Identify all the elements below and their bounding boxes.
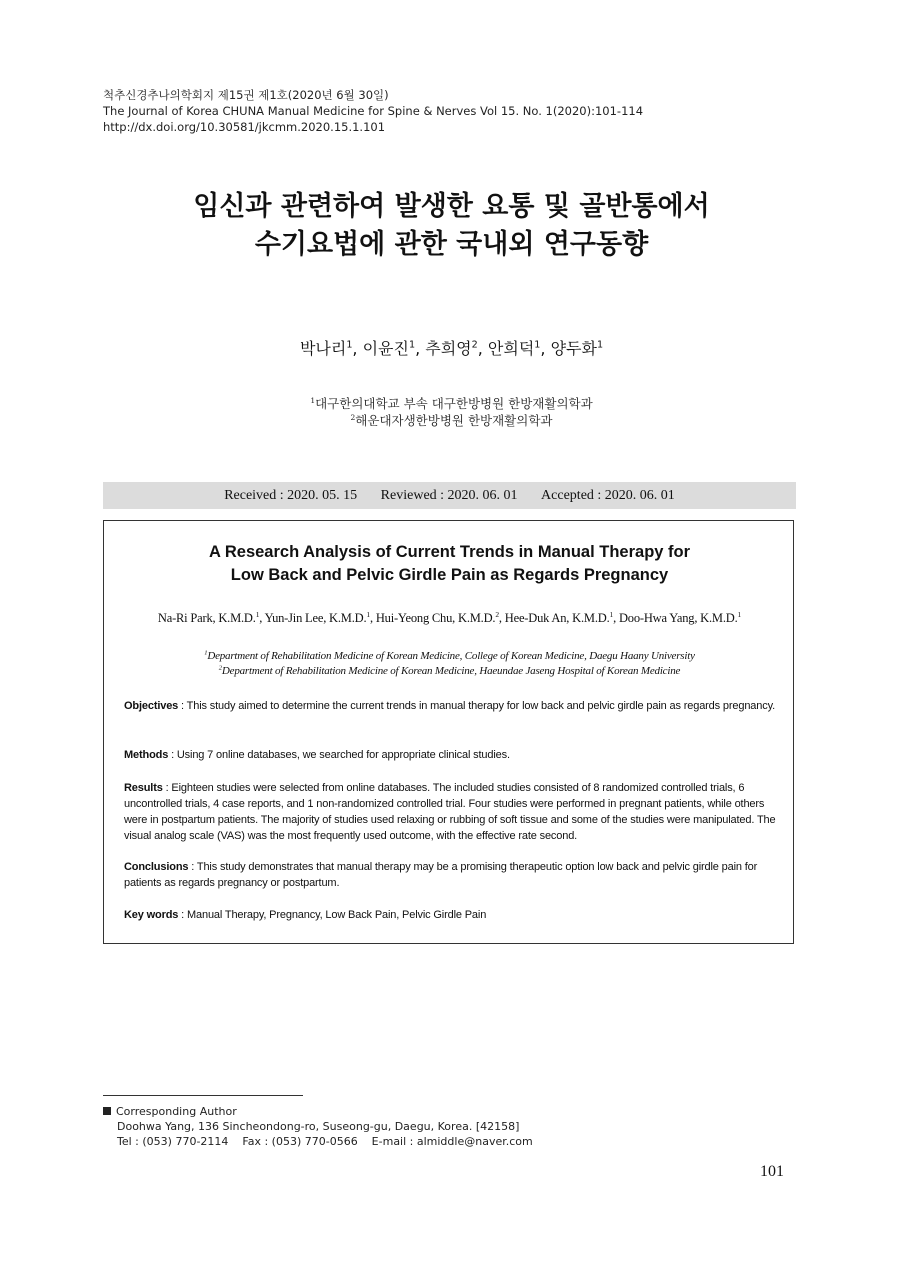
received-date: Received : 2020. 05. 15 <box>224 488 358 503</box>
abstract-box <box>103 520 794 944</box>
korean-title <box>0 188 903 264</box>
english-title-line1: A Research Analysis of Current Trends in Manual Therapy for <box>208 543 691 561</box>
english-affiliation: $^2$Department of Rehabilitation Medicine of Korean Medicine, Haeundae Jaseng Hospital of Korean Medicine <box>218 664 681 677</box>
abstract-objectives <box>124 698 776 714</box>
english-author: Yun-Jin Lee, K.M.D.$^1$ <box>264 609 370 625</box>
korean-affiliations <box>0 395 903 429</box>
english-title <box>104 541 795 587</box>
journal-header-korean: 척추신경추나의학회지 제15권 제1호(2020년 6월 30일) <box>103 88 389 102</box>
english-authors: Na-Ri Park, K.M.D.$^1$, Yun-Jin Lee, K.M.D.$^1$, Hui-Yeong Chu, K.M.D.$^2$, Hee-Duk An, K.M.D.$^1$, Doo-Hwa Yang, K.M.D.$^1$ <box>157 609 742 625</box>
korean-author: 안희덕$^1$ <box>487 339 541 358</box>
abstract-conclusions <box>124 859 776 891</box>
methods-label: Methods <box>124 749 169 761</box>
accepted-date: Accepted : 2020. 06. 01 <box>541 488 675 503</box>
english-author: Hee-Duk An, K.M.D.$^1$ <box>504 609 614 625</box>
abstract-results <box>124 780 776 844</box>
korean-title-line2: 수기요법에 관한 국내외 연구동향 <box>254 229 649 260</box>
keywords-text: : Manual Therapy, Pregnancy, Low Back Pain, Pelvic Girdle Pain <box>178 909 487 921</box>
korean-title-line1: 임신과 관련하여 발생한 요통 및 골반통에서 <box>193 191 710 222</box>
footnote-label: Corresponding Author <box>116 1105 237 1118</box>
keywords-label: Key words <box>124 909 179 921</box>
journal-header-english: The Journal of Korea CHUNA Manual Medicine for Spine & Nerves Vol 15. No. 1(2020):101-114 <box>103 104 644 118</box>
korean-author: 박나리$^1$ <box>299 339 353 358</box>
objectives-label: Objectives <box>124 700 179 712</box>
korean-authors: 박나리$^1$, 이윤진$^1$, 추희영$^2$, 안희덕$^1$, 양두화$^1$ <box>299 339 604 358</box>
journal-header <box>103 87 643 135</box>
square-bullet-icon <box>103 1107 111 1115</box>
korean-affiliation: $^1$대구한의대학교 부속 대구한방병원 한방재활의학과 <box>310 395 593 411</box>
abstract-methods <box>124 747 776 763</box>
footnote-contact: Tel : (053) 770-2114 Fax : (053) 770-0566 E-mail : almiddle@naver.com <box>117 1135 533 1148</box>
korean-author: 추희영$^2$ <box>425 339 478 358</box>
korean-author: 양두화$^1$ <box>550 339 604 358</box>
page-number: 101 <box>760 1163 784 1180</box>
methods-text: : Using 7 online databases, we searched for appropriate clinical studies. <box>168 749 510 761</box>
english-affiliation: $^1$Department of Rehabilitation Medicine of Korean Medicine, College of Korean Medicine, Daegu Haany University <box>204 649 695 662</box>
results-text: : Eighteen studies were selected from online databases. The included studies consisted of 8 randomized controlled trials, 6 uncontrolled trials, 4 case reports, and 1 non-randomized controlled trial. Four studies were performed in pregnant patients, while others were in postpartum patients. The majority of studies used relaxing or rubbing of soft tissue and some of the studies were manipulated. The visual analog scale (VAS) was the most frequently used outcome, with the effective rate second. <box>124 782 776 842</box>
english-author: Hui-Yeong Chu, K.M.D.$^2$ <box>375 609 499 625</box>
korean-author: 이윤진$^1$ <box>362 339 416 358</box>
conclusions-label: Conclusions <box>124 861 189 873</box>
korean-affiliation: $^2$해운대자생한방병원 한방재활의학과 <box>350 412 553 428</box>
footnote-address: Doohwa Yang, 136 Sincheondong-ro, Suseong-gu, Daegu, Korea. [42158] <box>117 1120 520 1133</box>
footnote-divider <box>103 1095 303 1096</box>
reviewed-date: Reviewed : 2020. 06. 01 <box>380 488 518 503</box>
english-title-line2: Low Back and Pelvic Girdle Pain as Regards Pregnancy <box>230 566 669 584</box>
submission-dates-bar <box>103 482 796 509</box>
objectives-text: : This study aimed to determine the current trends in manual therapy for low back and pelvic girdle pain as regards pregnancy. <box>178 700 776 712</box>
english-author: Na-Ri Park, K.M.D.$^1$ <box>157 609 260 625</box>
english-author: Doo-Hwa Yang, K.M.D.$^1$ <box>618 609 742 625</box>
conclusions-text: : This study demonstrates that manual therapy may be a promising therapeutic option low back and pelvic girdle pain for patients as regards pregnancy or postpartum. <box>124 861 758 889</box>
doi-link[interactable]: http://dx.doi.org/10.30581/jkcmm.2020.15.1.101 <box>103 120 386 134</box>
english-affiliations <box>104 649 795 679</box>
corresponding-author-footnote <box>103 1104 533 1149</box>
abstract-keywords <box>124 907 776 923</box>
results-label: Results <box>124 782 163 794</box>
